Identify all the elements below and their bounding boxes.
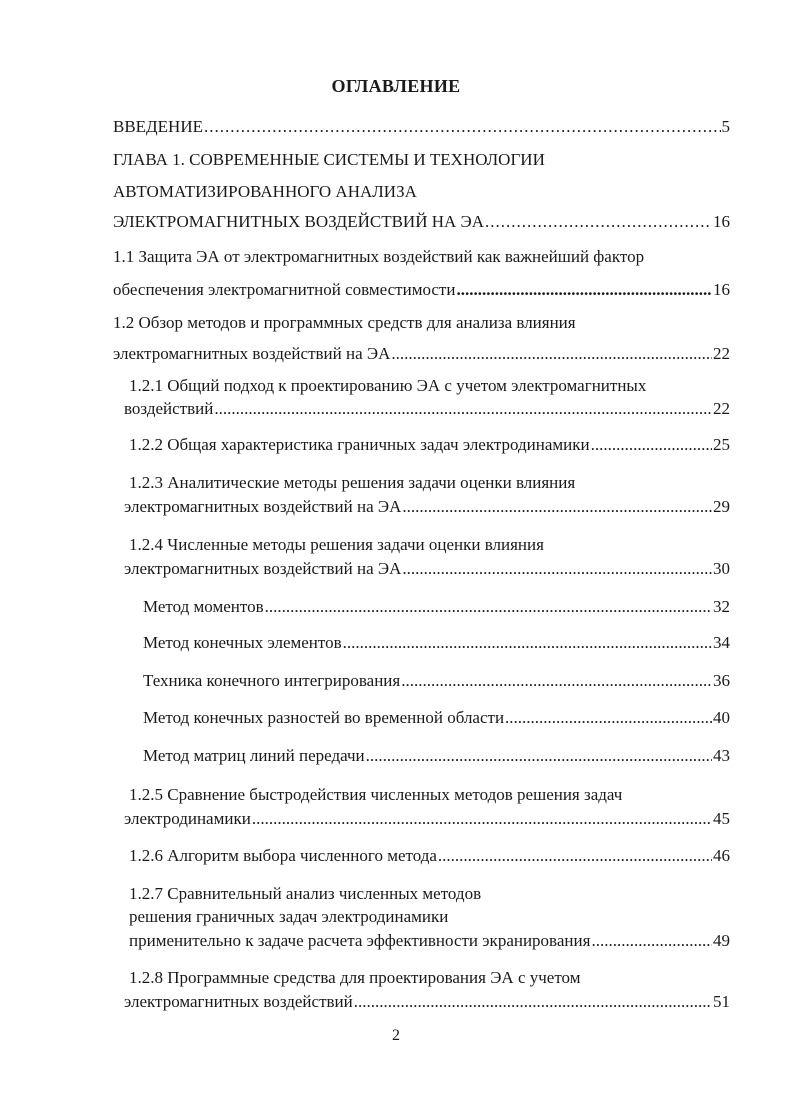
leader-dots: [505, 708, 712, 728]
leader-dots: [265, 597, 712, 617]
toc-page-number: 36: [713, 671, 730, 690]
leader-dots: [401, 671, 712, 691]
toc-entry-text: ВВЕДЕНИЕ: [113, 117, 203, 136]
toc-page-number: 16: [713, 280, 730, 299]
toc-1-2-7-line2: решения граничных задач электродинамики: [129, 907, 449, 926]
toc-page-number: 34: [713, 633, 730, 652]
toc-entry-text: Метод моментов: [143, 597, 264, 616]
toc-entry-text: обеспечения электромагнитной совместимости: [113, 280, 456, 299]
toc-entry-text: Метод матриц линий передачи: [143, 746, 365, 765]
toc-entry-1-2-7[interactable]: [129, 931, 730, 951]
leader-dots: [456, 280, 712, 300]
toc-page-number: 5: [721, 117, 730, 136]
toc-page-number: 32: [713, 597, 730, 616]
leader-dots: [204, 117, 721, 137]
toc-entry-text: ЭЛЕКТРОМАГНИТНЫХ ВОЗДЕЙСТВИЙ НА ЭА: [113, 212, 485, 231]
toc-1-2-8-line1: 1.2.8 Программные средства для проектирования ЭА с учетом: [129, 968, 581, 987]
toc-chapter1-line1: ГЛАВА 1. СОВРЕМЕННЫЕ СИСТЕМЫ И ТЕХНОЛОГИИ: [113, 150, 545, 169]
toc-entry-finite-integration[interactable]: [143, 671, 730, 691]
toc-entry-1-2-4[interactable]: [124, 559, 730, 579]
leader-dots: [354, 992, 712, 1012]
toc-1-1-line1: 1.1 Защита ЭА от электромагнитных воздействий как важнейший фактор: [113, 247, 645, 266]
toc-entry-text: Метод конечных разностей во временной области: [143, 708, 505, 727]
toc-entry-finite-element-method[interactable]: [143, 633, 730, 653]
leader-dots: [485, 212, 712, 232]
toc-entry-text: электромагнитных воздействий на ЭА: [124, 559, 402, 578]
toc-entry-text: Техника конечного интегрирования: [143, 671, 401, 690]
toc-page-number: 22: [713, 344, 730, 363]
toc-entry-text: воздействий: [124, 399, 214, 418]
leader-dots: [591, 435, 712, 455]
toc-entry-1-2[interactable]: [113, 344, 730, 364]
page-number: 2: [392, 1027, 400, 1044]
toc-page-number: 49: [713, 931, 730, 950]
toc-page-number: 22: [713, 399, 730, 418]
leader-dots: [343, 633, 712, 653]
toc-chapter1-line2: АВТОМАТИЗИРОВАННОГО АНАЛИЗА: [113, 182, 417, 201]
toc-entry-intro[interactable]: [113, 117, 730, 137]
toc-entry-text: электродинамики: [124, 809, 251, 828]
leader-dots: [366, 746, 712, 766]
toc-page-number: 25: [713, 435, 730, 454]
toc-entry-1-2-6[interactable]: [129, 846, 730, 866]
toc-entry-1-2-1[interactable]: [124, 399, 730, 419]
toc-entry-method-of-moments[interactable]: [143, 597, 730, 617]
toc-page-number: 16: [713, 212, 730, 231]
toc-page-number: 29: [713, 497, 730, 516]
leader-dots: [402, 559, 712, 579]
toc-page-number: 40: [713, 708, 730, 727]
toc-entry-1-1[interactable]: [113, 280, 730, 300]
toc-entry-1-2-5[interactable]: [124, 809, 730, 829]
toc-entry-text: Метод конечных элементов: [143, 633, 342, 652]
toc-entry-chapter1[interactable]: [113, 212, 730, 232]
toc-entry-fdtd[interactable]: [143, 708, 730, 728]
toc-entry-text: электромагнитных воздействий на ЭА: [124, 497, 402, 516]
toc-entry-text: применительно к задаче расчета эффективности экранирования: [129, 931, 591, 950]
leader-dots: [252, 809, 712, 829]
toc-1-2-3-line1: 1.2.3 Аналитические методы решения задачи оценки влияния: [129, 473, 576, 492]
toc-entry-tlm[interactable]: [143, 746, 730, 766]
toc-entry-text: 1.2.6 Алгоритм выбора численного метода: [129, 846, 437, 865]
leader-dots: [391, 344, 712, 364]
toc-entry-1-2-2[interactable]: [129, 435, 730, 455]
toc-page-number: 45: [713, 809, 730, 828]
leader-dots: [438, 846, 712, 866]
leader-dots: [214, 399, 712, 419]
page-title: ОГЛАВЛЕНИЕ: [331, 76, 461, 96]
toc-page-number: 46: [713, 846, 730, 865]
toc-entry-text: 1.2.2 Общая характеристика граничных задач электродинамики: [129, 435, 590, 454]
toc-1-2-5-line1: 1.2.5 Сравнение быстродействия численных методов решения задач: [129, 785, 623, 804]
toc-1-2-4-line1: 1.2.4 Численные методы решения задачи оценки влияния: [129, 535, 544, 554]
toc-page-number: 51: [713, 992, 730, 1011]
toc-1-2-1-line1: 1.2.1 Общий подход к проектированию ЭА с учетом электромагнитных: [129, 376, 647, 395]
toc-page-number: 43: [713, 746, 730, 765]
toc-1-2-line1: 1.2 Обзор методов и программных средств для анализа влияния: [113, 313, 576, 332]
toc-entry-text: электромагнитных воздействий на ЭА: [113, 344, 391, 363]
toc-entry-text: электромагнитных воздействий: [124, 992, 353, 1011]
leader-dots: [591, 931, 712, 951]
toc-entry-1-2-3[interactable]: [124, 497, 730, 517]
leader-dots: [402, 497, 712, 517]
toc-entry-1-2-8[interactable]: [124, 992, 730, 1012]
toc-page-number: 30: [713, 559, 730, 578]
toc-1-2-7-line1: 1.2.7 Сравнительный анализ численных методов: [129, 884, 482, 903]
